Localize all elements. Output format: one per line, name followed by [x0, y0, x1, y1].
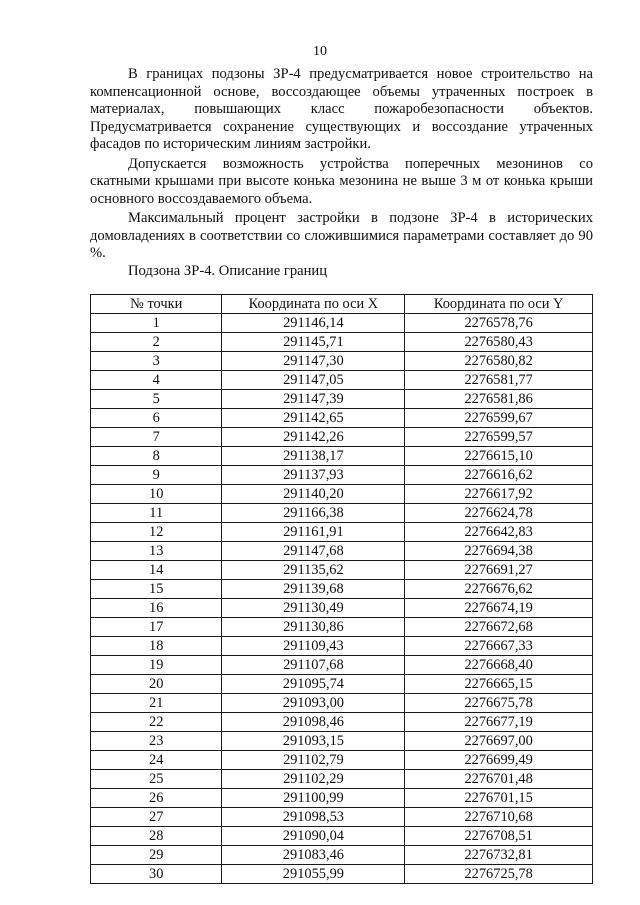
header-coordinate-y: Координата по оси Y	[405, 295, 593, 314]
cell-point-number: 9	[91, 466, 222, 485]
header-point-number: № точки	[91, 295, 222, 314]
cell-point-number: 20	[91, 675, 222, 694]
cell-point-number: 30	[91, 865, 222, 884]
cell-coordinate-x: 291147,68	[222, 542, 405, 561]
cell-coordinate-x: 291142,65	[222, 409, 405, 428]
page-number: 10	[313, 44, 327, 59]
cell-coordinate-y: 2276617,92	[405, 485, 593, 504]
table-row	[91, 827, 593, 846]
cell-coordinate-y: 2276732,81	[405, 846, 593, 865]
cell-coordinate-x: 291109,43	[222, 637, 405, 656]
cell-coordinate-x: 291090,04	[222, 827, 405, 846]
cell-coordinate-x: 291147,05	[222, 371, 405, 390]
cell-point-number: 27	[91, 808, 222, 827]
cell-coordinate-x: 291139,68	[222, 580, 405, 599]
cell-coordinate-x: 291135,62	[222, 561, 405, 580]
cell-coordinate-x: 291138,17	[222, 447, 405, 466]
table-row	[91, 865, 593, 884]
table-row	[91, 770, 593, 789]
cell-coordinate-y: 2276710,68	[405, 808, 593, 827]
body-text	[90, 66, 593, 265]
table-row	[91, 333, 593, 352]
header-row	[91, 295, 593, 314]
cell-coordinate-x: 291107,68	[222, 656, 405, 675]
cell-point-number: 15	[91, 580, 222, 599]
table-row	[91, 390, 593, 409]
cell-coordinate-y: 2276599,67	[405, 409, 593, 428]
table-header	[91, 295, 593, 314]
cell-coordinate-y: 2276578,76	[405, 314, 593, 333]
cell-coordinate-y: 2276675,78	[405, 694, 593, 713]
table-row	[91, 580, 593, 599]
cell-coordinate-y: 2276708,51	[405, 827, 593, 846]
cell-coordinate-y: 2276677,19	[405, 713, 593, 732]
cell-coordinate-y: 2276665,15	[405, 675, 593, 694]
cell-point-number: 23	[91, 732, 222, 751]
cell-coordinate-x: 291166,38	[222, 504, 405, 523]
cell-point-number: 28	[91, 827, 222, 846]
cell-point-number: 3	[91, 352, 222, 371]
cell-coordinate-y: 2276668,40	[405, 656, 593, 675]
cell-coordinate-x: 291095,74	[222, 675, 405, 694]
table-row	[91, 751, 593, 770]
table-row	[91, 789, 593, 808]
cell-point-number: 5	[91, 390, 222, 409]
table-row	[91, 352, 593, 371]
table-row	[91, 428, 593, 447]
cell-coordinate-y: 2276701,15	[405, 789, 593, 808]
table-row	[91, 314, 593, 333]
cell-coordinate-y: 2276642,83	[405, 523, 593, 542]
table-row	[91, 675, 593, 694]
cell-coordinate-x: 291100,99	[222, 789, 405, 808]
cell-coordinate-y: 2276672,68	[405, 618, 593, 637]
cell-coordinate-y: 2276599,57	[405, 428, 593, 447]
cell-coordinate-x: 291145,71	[222, 333, 405, 352]
cell-point-number: 6	[91, 409, 222, 428]
cell-coordinate-x: 291137,93	[222, 466, 405, 485]
cell-point-number: 8	[91, 447, 222, 466]
cell-point-number: 7	[91, 428, 222, 447]
table-row	[91, 523, 593, 542]
cell-point-number: 4	[91, 371, 222, 390]
cell-point-number: 17	[91, 618, 222, 637]
cell-point-number: 25	[91, 770, 222, 789]
cell-coordinate-x: 291130,49	[222, 599, 405, 618]
cell-coordinate-y: 2276580,82	[405, 352, 593, 371]
cell-coordinate-y: 2276725,78	[405, 865, 593, 884]
table-body	[91, 314, 593, 884]
cell-coordinate-x: 291161,91	[222, 523, 405, 542]
table-row	[91, 808, 593, 827]
cell-coordinate-y: 2276616,62	[405, 466, 593, 485]
cell-coordinate-x: 291093,00	[222, 694, 405, 713]
table-row	[91, 846, 593, 865]
cell-coordinate-y: 2276676,62	[405, 580, 593, 599]
cell-coordinate-x: 291098,53	[222, 808, 405, 827]
cell-point-number: 29	[91, 846, 222, 865]
table-row	[91, 371, 593, 390]
boundary-coordinates-table	[90, 294, 593, 884]
header-coordinate-x: Координата по оси X	[222, 295, 405, 314]
cell-coordinate-y: 2276697,00	[405, 732, 593, 751]
table-row	[91, 713, 593, 732]
cell-coordinate-x: 291147,39	[222, 390, 405, 409]
cell-point-number: 13	[91, 542, 222, 561]
cell-point-number: 22	[91, 713, 222, 732]
table-row	[91, 637, 593, 656]
cell-coordinate-y: 2276615,10	[405, 447, 593, 466]
cell-coordinate-y: 2276699,49	[405, 751, 593, 770]
table-row	[91, 656, 593, 675]
cell-point-number: 12	[91, 523, 222, 542]
table-row	[91, 542, 593, 561]
cell-coordinate-x: 291102,29	[222, 770, 405, 789]
table-row	[91, 504, 593, 523]
cell-coordinate-y: 2276581,77	[405, 371, 593, 390]
cell-point-number: 19	[91, 656, 222, 675]
cell-coordinate-y: 2276694,38	[405, 542, 593, 561]
table-row	[91, 694, 593, 713]
paragraph-building-percent: Максимальный процент застройки в подзоне ЗР-4 в исторических домовладениях в соответствии со сложившимися параметрами составляет до 90 %.	[90, 210, 593, 261]
cell-coordinate-y: 2276701,48	[405, 770, 593, 789]
cell-coordinate-x: 291130,86	[222, 618, 405, 637]
cell-coordinate-x: 291098,46	[222, 713, 405, 732]
cell-coordinate-x: 291102,79	[222, 751, 405, 770]
paragraph-mezzanines: Допускается возможность устройства поперечных мезонинов со скатными крышами при высоте конька мезонина не выше 3 м от конька крыши основного воссоздаваемого объема.	[90, 155, 593, 207]
cell-point-number: 2	[91, 333, 222, 352]
table-caption: Подзона ЗР-4. Описание границ	[128, 263, 328, 279]
cell-coordinate-x: 291093,15	[222, 732, 405, 751]
table-row	[91, 618, 593, 637]
cell-coordinate-y: 2276691,27	[405, 561, 593, 580]
cell-coordinate-x: 291146,14	[222, 314, 405, 333]
cell-point-number: 24	[91, 751, 222, 770]
table-row	[91, 447, 593, 466]
paragraph-construction: В границах подзоны ЗР-4 предусматривается новое строительство на компенсационной основе, воссоздающее объемы утраченных построек в материалах, повышающих класс пожаробезопасности объектов. Предусматривается сохранение существующих и воссоздание утраченных фасадов по историческим линиям застройки.	[90, 66, 593, 152]
cell-point-number: 1	[91, 314, 222, 333]
cell-coordinate-y: 2276581,86	[405, 390, 593, 409]
cell-point-number: 18	[91, 637, 222, 656]
cell-coordinate-x: 291055,99	[222, 865, 405, 884]
cell-coordinate-y: 2276624,78	[405, 504, 593, 523]
cell-coordinate-y: 2276580,43	[405, 333, 593, 352]
cell-coordinate-y: 2276667,33	[405, 637, 593, 656]
table-row	[91, 732, 593, 751]
cell-coordinate-x: 291147,30	[222, 352, 405, 371]
table-row	[91, 485, 593, 504]
cell-point-number: 16	[91, 599, 222, 618]
cell-coordinate-x: 291140,20	[222, 485, 405, 504]
cell-coordinate-x: 291083,46	[222, 846, 405, 865]
cell-point-number: 26	[91, 789, 222, 808]
table-row	[91, 599, 593, 618]
cell-point-number: 21	[91, 694, 222, 713]
cell-point-number: 10	[91, 485, 222, 504]
table-row	[91, 466, 593, 485]
table-row	[91, 561, 593, 580]
cell-point-number: 11	[91, 504, 222, 523]
cell-point-number: 14	[91, 561, 222, 580]
cell-coordinate-x: 291142,26	[222, 428, 405, 447]
table-row	[91, 409, 593, 428]
cell-coordinate-y: 2276674,19	[405, 599, 593, 618]
